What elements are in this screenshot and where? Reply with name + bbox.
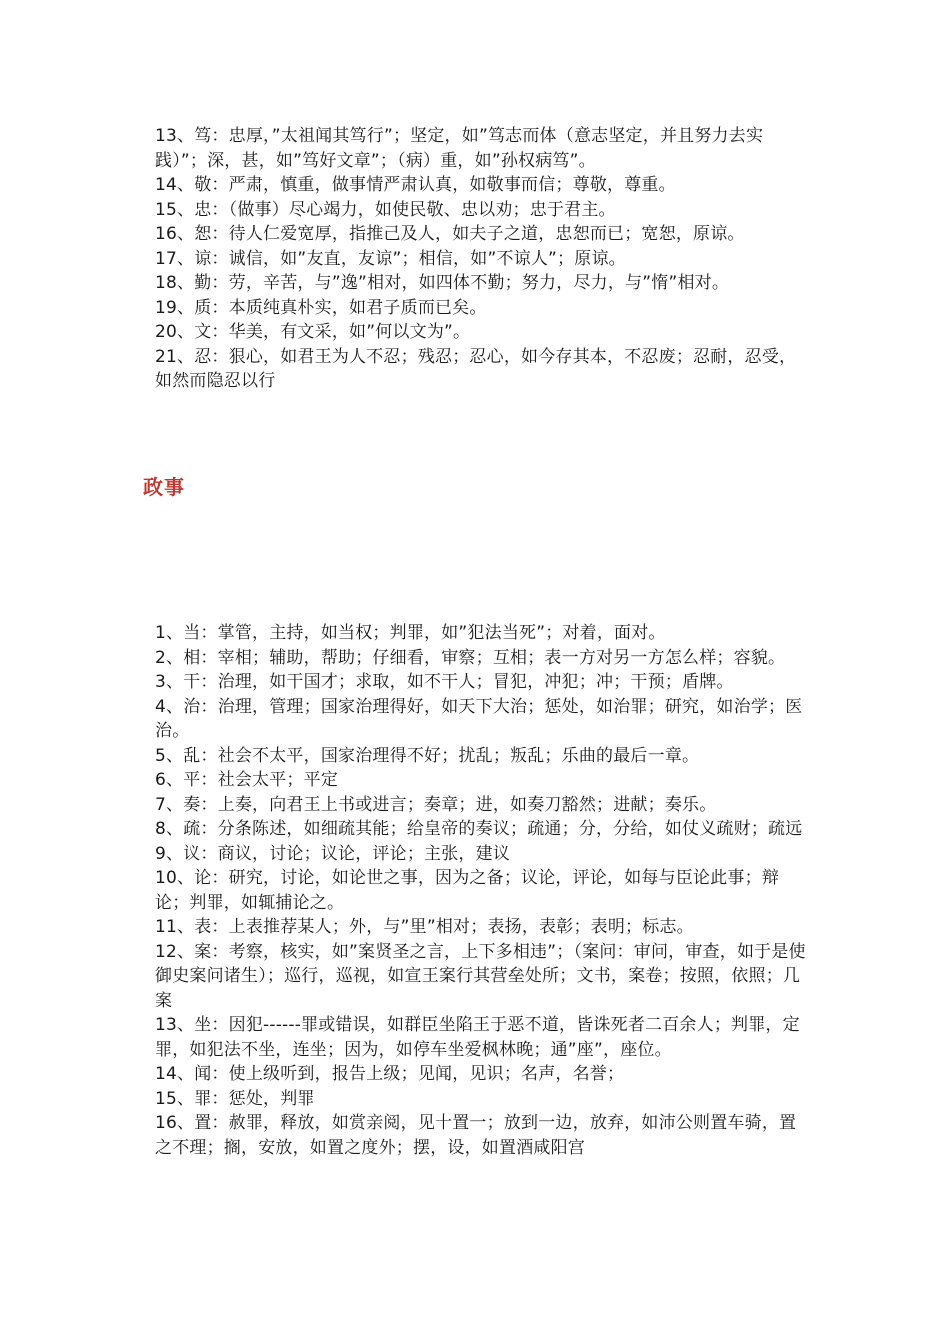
definition-entry: 19、质：本质纯真朴实，如君子质而已矣。: [155, 297, 487, 318]
definition-entry: 21、忍：狠心，如君王为人不忍；残忍；忍心，如今存其本，不忍废；忍耐，忍受，如然而隐忍以行: [155, 346, 797, 391]
definition-entry: 17、谅：诚信，如”友直，友谅”；相信，如”不谅人”；原谅。: [155, 248, 626, 269]
definition-entry: 7、奏：上奏，向君王上书或进言；奏章；进，如奏刀豁然；进献；奏乐。: [155, 794, 717, 815]
definitions-list-virtues: [155, 124, 810, 394]
definitions-list-politics: [155, 621, 810, 1160]
definition-entry: 1、当：掌管，主持，如当权；判罪，如”犯法当死”；对着，面对。: [155, 623, 666, 643]
definition-entry: 15、忠：（做事）尽心竭力，如使民敬、忠以劝；忠于君主。: [155, 199, 616, 220]
definition-entry: 6、平：社会太平；平定: [155, 770, 339, 790]
definition-entry: 12、案：考察，核实，如”案贤圣之言，上下多相违”；（案问：审问，审查，如于是使御史案问诸生）；巡行，巡视，如宣王案行其营垒处所；文书，案卷；按照，依照；几案: [155, 941, 806, 1011]
definition-entry: 4、治：治理，管理；国家治理得好，如天下大治；惩处，如治罪；研究，如治学；医治。: [155, 696, 803, 741]
section-heading-politics: 政事: [143, 475, 185, 499]
definition-entry: 14、敬：严肃，慎重，做事情严肃认真，如敬事而信；尊敬，尊重。: [155, 175, 676, 195]
definition-entry: 11、表：上表推荐某人；外，与”里”相对；表扬，表彰；表明；标志。: [155, 917, 694, 937]
definition-entry: 13、坐：因犯------罪或错误，如群臣坐陷王于恶不道，皆诛死者二百余人；判罪，定罪，如犯法不坐，连坐；因为，如停车坐爱枫林晚；通”座”，座位。: [155, 1015, 800, 1060]
definition-entry: 15、罪：惩处，判罪: [155, 1088, 315, 1109]
definition-entry: 10、论：研究，讨论，如论世之事，因为之备；议论，评论，如每与臣论此事；辩论；判罪，如辄捕论之。: [155, 868, 780, 913]
definition-entry: 20、文：华美，有文采，如”何以文为”。: [155, 322, 471, 342]
definition-entry: 5、乱：社会不太平，国家治理得不好；扰乱；叛乱；乐曲的最后一章。: [155, 745, 700, 766]
definition-entry: 16、恕：待人仁爱宽厚，指推己及人，如夫子之道，忠恕而已；宽恕，原谅。: [155, 224, 745, 244]
definition-entry: 13、笃：忠厚，”太祖闻其笃行”；坚定，如”笃志而体（意志坚定，并且努力去实践）”；深，甚，如”笃好文章”；（病）重，如”孙权病笃”。: [155, 126, 764, 171]
definition-entry: 14、闻：使上级听到，报告上级；见闻，见识；名声，名誉；: [155, 1064, 625, 1084]
definition-entry: 18、勤：劳，辛苦，与”逸”相对，如四体不勤；努力，尽力，与”惰”相对。: [155, 273, 730, 293]
definition-entry: 3、干：治理，如干国才；求取，如不干人；冒犯，冲犯；冲；干预；盾牌。: [155, 672, 734, 692]
definition-entry: 2、相：宰相；辅助，帮助；仔细看，审察；互相；表一方对另一方怎么样；容貌。: [155, 647, 786, 668]
definition-entry: 16、置：赦罪，释放，如赏亲阅，见十置一；放到一边，放弃，如沛公则置车骑，置之不理；搁，安放，如置之度外；摆，设，如置酒咸阳宫: [155, 1113, 797, 1158]
definition-entry: 8、疏：分条陈述，如细疏其能；给皇帝的奏议；疏通；分，分给，如仗义疏财；疏远: [155, 819, 803, 839]
definition-entry: 9、议：商议，讨论；议论，评论；主张，建议: [155, 843, 511, 864]
